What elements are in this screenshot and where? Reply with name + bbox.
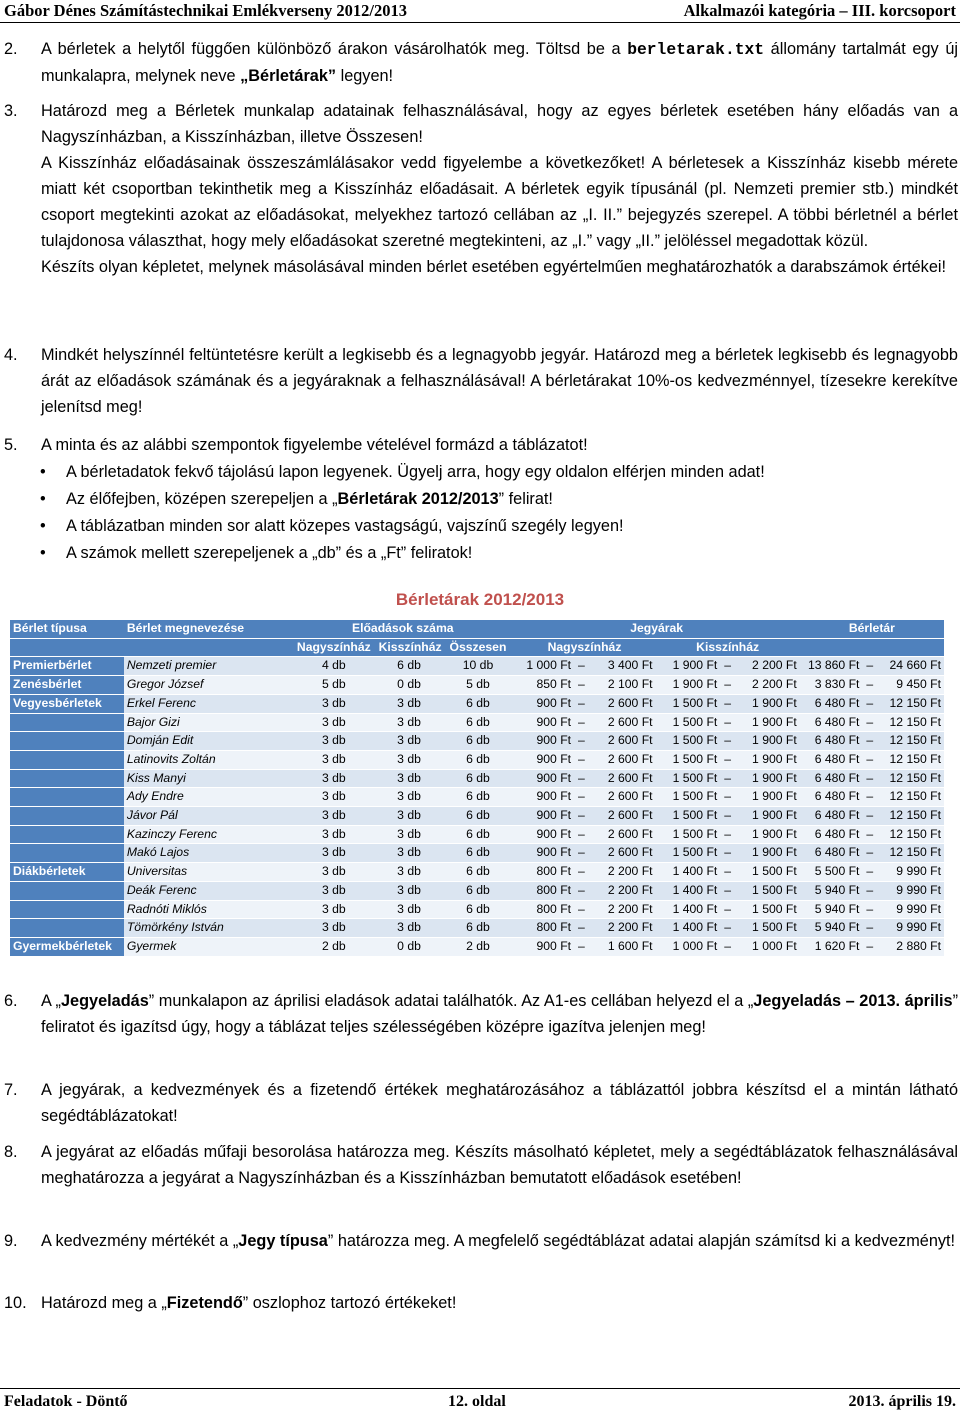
cell-separator: –	[720, 788, 735, 807]
table-row	[10, 919, 944, 938]
row-name: Makó Lajos	[124, 844, 292, 863]
cell-price-small-min: 1 500 Ft	[656, 694, 721, 713]
cell-price-small-max: 1 900 Ft	[735, 769, 800, 788]
cell-price-large-max: 2 600 Ft	[589, 769, 656, 788]
cell-small-count: 3 db	[376, 881, 443, 900]
cell-pass-min: 13 860 Ft	[800, 657, 863, 676]
cell-price-large-max: 2 200 Ft	[589, 881, 656, 900]
cell-price-small-max: 1 900 Ft	[735, 788, 800, 807]
row-type: Diákbérletek	[10, 863, 124, 882]
cell-large-count: 3 db	[292, 844, 376, 863]
cell-price-small-max: 1 500 Ft	[735, 919, 800, 938]
cell-small-count: 3 db	[376, 807, 443, 826]
table-row	[10, 937, 944, 956]
cell-separator: –	[720, 676, 735, 695]
cell-pass-max: 12 150 Ft	[877, 769, 944, 788]
row-name: Domján Edit	[124, 732, 292, 751]
table-row	[10, 900, 944, 919]
cell-price-large-min: 1 000 Ft	[513, 657, 574, 676]
cell-price-small-max: 1 500 Ft	[735, 863, 800, 882]
row-name: Gyermek	[124, 937, 292, 956]
cell-price-small-min: 1 000 Ft	[656, 937, 721, 956]
row-name: Jávor Pál	[124, 807, 292, 826]
task-9: 9. A kedvezmény mértékét a „Jegy típusa” határozza meg. A megfelelő segédtáblázat adatai alapján számítsd ki a kedvezményt!	[4, 1228, 958, 1254]
table-row	[10, 676, 944, 695]
cell-pass-min: 5 500 Ft	[800, 863, 863, 882]
cell-price-large-max: 1 600 Ft	[589, 937, 656, 956]
cell-pass-min: 6 480 Ft	[800, 769, 863, 788]
table-row	[10, 713, 944, 732]
row-type: Zenésbérlet	[10, 676, 124, 695]
row-name: Bajor Gizi	[124, 713, 292, 732]
row-type	[10, 807, 124, 826]
cell-pass-min: 6 480 Ft	[800, 807, 863, 826]
cell-total-count: 6 db	[442, 844, 513, 863]
row-type	[10, 732, 124, 751]
cell-small-count: 0 db	[376, 937, 443, 956]
task-10: 10. Határozd meg a „Fizetendő” oszlophoz tartozó értékeket!	[4, 1290, 958, 1316]
col-header-performances: Előadások száma	[292, 620, 513, 638]
cell-price-small-min: 1 500 Ft	[656, 788, 721, 807]
cell-separator: –	[862, 863, 877, 882]
cell-small-count: 3 db	[376, 732, 443, 751]
cell-separator: –	[720, 657, 735, 676]
table-row	[10, 863, 944, 882]
cell-pass-max: 12 150 Ft	[877, 694, 944, 713]
cell-price-small-min: 1 900 Ft	[656, 676, 721, 695]
bullet-item: • Az élőfejben, középen szerepeljen a „Bérletárak 2012/2013” felirat!	[40, 490, 553, 508]
table-row	[10, 825, 944, 844]
cell-large-count: 5 db	[292, 676, 376, 695]
cell-small-count: 3 db	[376, 825, 443, 844]
cell-large-count: 3 db	[292, 863, 376, 882]
cell-separator: –	[574, 825, 589, 844]
cell-price-small-min: 1 500 Ft	[656, 844, 721, 863]
cell-pass-max: 12 150 Ft	[877, 788, 944, 807]
cell-separator: –	[862, 750, 877, 769]
cell-total-count: 6 db	[442, 863, 513, 882]
row-type	[10, 825, 124, 844]
task-number: 2.	[4, 40, 18, 58]
cell-pass-min: 1 620 Ft	[800, 937, 863, 956]
cell-pass-max: 9 450 Ft	[877, 676, 944, 695]
cell-separator: –	[862, 769, 877, 788]
col-header-price-small: Kisszínház	[656, 638, 800, 657]
table-row	[10, 788, 944, 807]
col-header-small-hall: Kisszínház	[376, 638, 443, 657]
cell-total-count: 6 db	[442, 713, 513, 732]
cell-large-count: 3 db	[292, 788, 376, 807]
cell-separator: –	[574, 694, 589, 713]
col-header-type: Bérlet típusa	[10, 620, 124, 638]
table-row	[10, 750, 944, 769]
cell-price-small-max: 1 000 Ft	[735, 937, 800, 956]
cell-pass-max: 12 150 Ft	[877, 825, 944, 844]
footer-page-number: 12. oldal	[448, 1393, 506, 1410]
task-7: 7. A jegyárak, a kedvezmények és a fizetendő értékek meghatározásához a táblázattól jobbra készítsd el a mintán látható segédtáblázatokat!	[4, 1077, 958, 1129]
cell-price-large-max: 2 600 Ft	[589, 713, 656, 732]
cell-price-small-min: 1 400 Ft	[656, 919, 721, 938]
task-5: 5. A minta és az alábbi szempontok figyelembe vételével formázd a táblázatot!	[4, 432, 958, 458]
cell-total-count: 6 db	[442, 919, 513, 938]
cell-price-large-min: 800 Ft	[513, 881, 574, 900]
cell-separator: –	[862, 900, 877, 919]
filename: berletarak.txt	[627, 40, 765, 59]
cell-price-large-min: 900 Ft	[513, 844, 574, 863]
header-right: Alkalmazói kategória – III. korcsoport	[683, 1, 956, 20]
cell-price-large-min: 900 Ft	[513, 807, 574, 826]
task-number: 3.	[4, 102, 18, 120]
cell-small-count: 3 db	[376, 750, 443, 769]
cell-large-count: 3 db	[292, 713, 376, 732]
cell-price-large-max: 2 600 Ft	[589, 788, 656, 807]
cell-separator: –	[862, 881, 877, 900]
cell-total-count: 6 db	[442, 825, 513, 844]
cell-pass-min: 3 830 Ft	[800, 676, 863, 695]
cell-pass-min: 6 480 Ft	[800, 750, 863, 769]
cell-price-small-max: 1 900 Ft	[735, 844, 800, 863]
cell-separator: –	[574, 900, 589, 919]
cell-large-count: 3 db	[292, 881, 376, 900]
cell-small-count: 0 db	[376, 676, 443, 695]
cell-price-large-max: 2 200 Ft	[589, 900, 656, 919]
cell-pass-max: 12 150 Ft	[877, 750, 944, 769]
cell-pass-min: 6 480 Ft	[800, 694, 863, 713]
cell-separator: –	[574, 863, 589, 882]
row-type	[10, 919, 124, 938]
task-number: 6.	[4, 992, 18, 1010]
col-header-pass-price: Bérletár	[800, 620, 944, 638]
cell-separator: –	[862, 919, 877, 938]
cell-large-count: 4 db	[292, 657, 376, 676]
cell-price-large-min: 900 Ft	[513, 750, 574, 769]
cell-separator: –	[862, 788, 877, 807]
cell-total-count: 6 db	[442, 769, 513, 788]
cell-separator: –	[574, 769, 589, 788]
cell-separator: –	[720, 881, 735, 900]
cell-pass-min: 5 940 Ft	[800, 881, 863, 900]
cell-large-count: 3 db	[292, 807, 376, 826]
cell-separator: –	[720, 713, 735, 732]
table-row	[10, 881, 944, 900]
cell-pass-min: 5 940 Ft	[800, 919, 863, 938]
row-name: Kiss Manyi	[124, 769, 292, 788]
header-left: Gábor Dénes Számítástechnikai Emlékverseny 2012/2013	[4, 1, 408, 20]
cell-separator: –	[720, 844, 735, 863]
task-paragraph: Készíts olyan képletet, melynek másolásával minden bérlet esetében egyértelműen meghatározhatók a darabszámok értékei!	[41, 258, 947, 276]
row-type: Gyermekbérletek	[10, 937, 124, 956]
cell-price-small-max: 1 500 Ft	[735, 900, 800, 919]
cell-separator: –	[720, 750, 735, 769]
ticket-price-table	[10, 620, 944, 957]
cell-small-count: 3 db	[376, 769, 443, 788]
cell-pass-max: 2 880 Ft	[877, 937, 944, 956]
col-header-total: Összesen	[442, 638, 513, 657]
row-name: Tömörkény István	[124, 919, 292, 938]
cell-price-small-min: 1 500 Ft	[656, 825, 721, 844]
row-type	[10, 769, 124, 788]
row-name: Radnóti Miklós	[124, 900, 292, 919]
row-type	[10, 900, 124, 919]
cell-separator: –	[574, 750, 589, 769]
task-number: 10.	[4, 1294, 27, 1312]
task-3	[4, 98, 958, 280]
cell-price-small-min: 1 500 Ft	[656, 807, 721, 826]
cell-price-large-max: 2 600 Ft	[589, 732, 656, 751]
row-name: Deák Ferenc	[124, 881, 292, 900]
cell-price-large-min: 800 Ft	[513, 919, 574, 938]
cell-pass-max: 9 990 Ft	[877, 863, 944, 882]
cell-pass-max: 12 150 Ft	[877, 844, 944, 863]
cell-pass-min: 6 480 Ft	[800, 732, 863, 751]
cell-price-small-max: 1 900 Ft	[735, 694, 800, 713]
cell-total-count: 6 db	[442, 750, 513, 769]
cell-price-small-max: 1 500 Ft	[735, 881, 800, 900]
cell-price-large-max: 2 200 Ft	[589, 919, 656, 938]
cell-total-count: 6 db	[442, 881, 513, 900]
cell-price-small-min: 1 900 Ft	[656, 657, 721, 676]
cell-separator: –	[574, 807, 589, 826]
cell-large-count: 3 db	[292, 825, 376, 844]
table-row	[10, 694, 944, 713]
cell-separator: –	[862, 694, 877, 713]
col-header-name: Bérlet megnevezése	[124, 620, 292, 638]
task-4: 4. Mindkét helyszínnél feltüntetésre került a legkisebb és a legnagyobb jegyár. Határozd meg a bérletek legkisebb és legnagyobb árát az előadások számának és a jegyáraknak a felhasználásával! A bérletárakat 10%-os kedvezménnyel, tízesekre kerekítve jelenítsd meg!	[4, 342, 958, 420]
footer-right: 2013. április 19.	[848, 1393, 956, 1410]
sheet-name: „Bérletárak”	[240, 67, 337, 85]
cell-separator: –	[862, 937, 877, 956]
table-title: Bérletárak 2012/2013	[395, 590, 565, 609]
sample-table-image	[10, 590, 950, 970]
cell-price-large-min: 800 Ft	[513, 863, 574, 882]
cell-total-count: 10 db	[442, 657, 513, 676]
cell-total-count: 6 db	[442, 694, 513, 713]
cell-pass-max: 9 990 Ft	[877, 900, 944, 919]
cell-total-count: 6 db	[442, 900, 513, 919]
cell-price-large-min: 900 Ft	[513, 788, 574, 807]
cell-pass-min: 6 480 Ft	[800, 788, 863, 807]
row-name: Kazinczy Ferenc	[124, 825, 292, 844]
page-footer	[0, 1388, 960, 1413]
row-name: Gregor József	[124, 676, 292, 695]
cell-total-count: 6 db	[442, 807, 513, 826]
bullet-item: • A táblázatban minden sor alatt közepes vastagságú, vajszínű szegély legyen!	[40, 517, 624, 535]
cell-separator: –	[862, 844, 877, 863]
cell-separator: –	[862, 657, 877, 676]
bullet-item: • A számok mellett szerepeljenek a „db” és a „Ft” feliratok!	[40, 544, 473, 562]
cell-large-count: 3 db	[292, 694, 376, 713]
cell-separator: –	[574, 657, 589, 676]
cell-separator: –	[862, 713, 877, 732]
row-name: Erkel Ferenc	[124, 694, 292, 713]
cell-separator: –	[574, 788, 589, 807]
cell-pass-max: 12 150 Ft	[877, 713, 944, 732]
cell-price-large-max: 2 600 Ft	[589, 694, 656, 713]
cell-pass-max: 9 990 Ft	[877, 919, 944, 938]
cell-price-large-min: 800 Ft	[513, 900, 574, 919]
cell-total-count: 6 db	[442, 788, 513, 807]
cell-price-large-max: 2 100 Ft	[589, 676, 656, 695]
cell-small-count: 3 db	[376, 844, 443, 863]
cell-price-small-max: 1 900 Ft	[735, 732, 800, 751]
row-name: Nemzeti premier	[124, 657, 292, 676]
cell-small-count: 3 db	[376, 694, 443, 713]
cell-pass-max: 24 660 Ft	[877, 657, 944, 676]
task-2: 2. A bérletek a helytől függően különböző árakon vásárolhatók meg. Töltsd be a berletarak.txt állomány tartalmát egy új munkalapra, melynek neve „Bérletárak” legyen!	[4, 36, 958, 89]
cell-price-small-min: 1 500 Ft	[656, 732, 721, 751]
col-header-ticket-prices: Jegyárak	[513, 620, 799, 638]
row-type	[10, 881, 124, 900]
cell-large-count: 3 db	[292, 750, 376, 769]
cell-price-small-min: 1 400 Ft	[656, 863, 721, 882]
cell-large-count: 2 db	[292, 937, 376, 956]
table-row	[10, 807, 944, 826]
cell-price-small-min: 1 400 Ft	[656, 900, 721, 919]
cell-separator: –	[574, 844, 589, 863]
cell-separator: –	[720, 807, 735, 826]
cell-separator: –	[720, 919, 735, 938]
cell-separator: –	[862, 825, 877, 844]
cell-price-large-min: 900 Ft	[513, 732, 574, 751]
cell-price-large-max: 2 600 Ft	[589, 844, 656, 863]
table-row	[10, 657, 944, 676]
cell-price-small-min: 1 500 Ft	[656, 769, 721, 788]
cell-price-large-max: 2 200 Ft	[589, 863, 656, 882]
col-header-price-large: Nagyszínház	[513, 638, 655, 657]
cell-total-count: 6 db	[442, 732, 513, 751]
row-type: Vegyesbérletek	[10, 694, 124, 713]
cell-price-large-max: 2 600 Ft	[589, 750, 656, 769]
cell-price-small-min: 1 500 Ft	[656, 713, 721, 732]
cell-large-count: 3 db	[292, 919, 376, 938]
task-number: 5.	[4, 436, 18, 454]
cell-price-small-max: 1 900 Ft	[735, 750, 800, 769]
task-6: 6. A „Jegyeladás” munkalapon az áprilisi eladások adatai találhatók. Az A1-es cellában helyezd el a „Jegyeladás – 2013. április” feliratot és igazítsd úgy, hogy a táblázat teljes szélességében középre igazítva jelenjen meg!	[4, 988, 958, 1040]
cell-price-large-max: 2 600 Ft	[589, 807, 656, 826]
cell-large-count: 3 db	[292, 900, 376, 919]
row-type	[10, 750, 124, 769]
cell-pass-min: 6 480 Ft	[800, 844, 863, 863]
cell-separator: –	[574, 919, 589, 938]
cell-price-small-min: 1 500 Ft	[656, 750, 721, 769]
cell-price-small-max: 2 200 Ft	[735, 657, 800, 676]
cell-price-small-max: 1 900 Ft	[735, 825, 800, 844]
cell-separator: –	[574, 676, 589, 695]
cell-small-count: 6 db	[376, 657, 443, 676]
cell-separator: –	[720, 769, 735, 788]
cell-separator: –	[862, 732, 877, 751]
table-row	[10, 844, 944, 863]
task-number: 8.	[4, 1143, 18, 1161]
cell-separator: –	[862, 807, 877, 826]
cell-price-small-max: 1 900 Ft	[735, 713, 800, 732]
row-type	[10, 788, 124, 807]
cell-small-count: 3 db	[376, 788, 443, 807]
row-name: Latinovits Zoltán	[124, 750, 292, 769]
task-number: 9.	[4, 1232, 18, 1250]
row-name: Ady Endre	[124, 788, 292, 807]
cell-separator: –	[574, 713, 589, 732]
table-row	[10, 769, 944, 788]
cell-price-large-min: 850 Ft	[513, 676, 574, 695]
table-row	[10, 732, 944, 751]
cell-separator: –	[574, 937, 589, 956]
task-8: 8. A jegyárat az előadás műfaji besorolása határozza meg. Készíts másolható képletet, mely a segédtáblázatok felhasználásával meghatározza a jegyárat a Nagyszínházban és a Kisszínházban bemutatott előadások esetében!	[4, 1139, 958, 1191]
cell-pass-max: 9 990 Ft	[877, 881, 944, 900]
cell-total-count: 5 db	[442, 676, 513, 695]
cell-price-large-min: 900 Ft	[513, 769, 574, 788]
page-header	[0, 0, 960, 23]
cell-small-count: 3 db	[376, 919, 443, 938]
task-number: 7.	[4, 1081, 18, 1099]
row-name: Universitas	[124, 863, 292, 882]
task-paragraph: A Kisszínház előadásainak összeszámlálásakor vedd figyelembe a következőket! A bérletesek a Kisszínház kisebb mérete miatt két csoportban tekinthetik meg a Kisszínház előadásait. A bérletek egyik típusánál (pl. Nemzeti premier stb.) mindkét csoport megtekinti azokat az előadásokat, melyekhez tartozó cellában az „I. II.” bejegyzés szerepel. A többi bérletnél a bérlet tulajdonosa választhat, hogy mely előadásokat szeretné megtekinteni, az „I.” vagy „II.” jelöléssel megadottak közül.	[41, 154, 958, 250]
cell-separator: –	[720, 732, 735, 751]
row-type	[10, 713, 124, 732]
cell-small-count: 3 db	[376, 863, 443, 882]
row-type	[10, 844, 124, 863]
cell-pass-min: 6 480 Ft	[800, 825, 863, 844]
cell-price-large-min: 900 Ft	[513, 713, 574, 732]
cell-separator: –	[720, 825, 735, 844]
cell-price-small-max: 2 200 Ft	[735, 676, 800, 695]
cell-price-small-max: 1 900 Ft	[735, 807, 800, 826]
cell-price-large-max: 3 400 Ft	[589, 657, 656, 676]
cell-separator: –	[720, 863, 735, 882]
cell-separator: –	[720, 694, 735, 713]
cell-large-count: 3 db	[292, 732, 376, 751]
cell-separator: –	[574, 881, 589, 900]
cell-separator: –	[574, 732, 589, 751]
cell-small-count: 3 db	[376, 713, 443, 732]
task-paragraph: Határozd meg a Bérletek munkalap adatainak felhasználásával, hogy az egyes bérletek esetében hány előadás van a Nagyszínházban, a Kisszínházban, illetve Összesen!	[41, 102, 958, 146]
cell-pass-min: 6 480 Ft	[800, 713, 863, 732]
row-type: Premierbérlet	[10, 657, 124, 676]
cell-separator: –	[720, 937, 735, 956]
cell-price-large-min: 900 Ft	[513, 825, 574, 844]
cell-price-large-max: 2 600 Ft	[589, 825, 656, 844]
cell-large-count: 3 db	[292, 769, 376, 788]
cell-separator: –	[720, 900, 735, 919]
cell-price-small-min: 1 400 Ft	[656, 881, 721, 900]
bullet-item: • A bérletadatok fekvő tájolású lapon legyenek. Ügyelj arra, hogy egy oldalon elférjen minden adat!	[40, 463, 765, 481]
cell-pass-max: 12 150 Ft	[877, 807, 944, 826]
task-number: 4.	[4, 346, 18, 364]
cell-pass-max: 12 150 Ft	[877, 732, 944, 751]
footer-left: Feladatok - Döntő	[4, 1393, 128, 1410]
cell-price-large-min: 900 Ft	[513, 937, 574, 956]
cell-separator: –	[862, 676, 877, 695]
col-header-large-hall: Nagyszínház	[292, 638, 376, 657]
cell-pass-min: 5 940 Ft	[800, 900, 863, 919]
cell-total-count: 2 db	[442, 937, 513, 956]
cell-small-count: 3 db	[376, 900, 443, 919]
cell-price-large-min: 900 Ft	[513, 694, 574, 713]
